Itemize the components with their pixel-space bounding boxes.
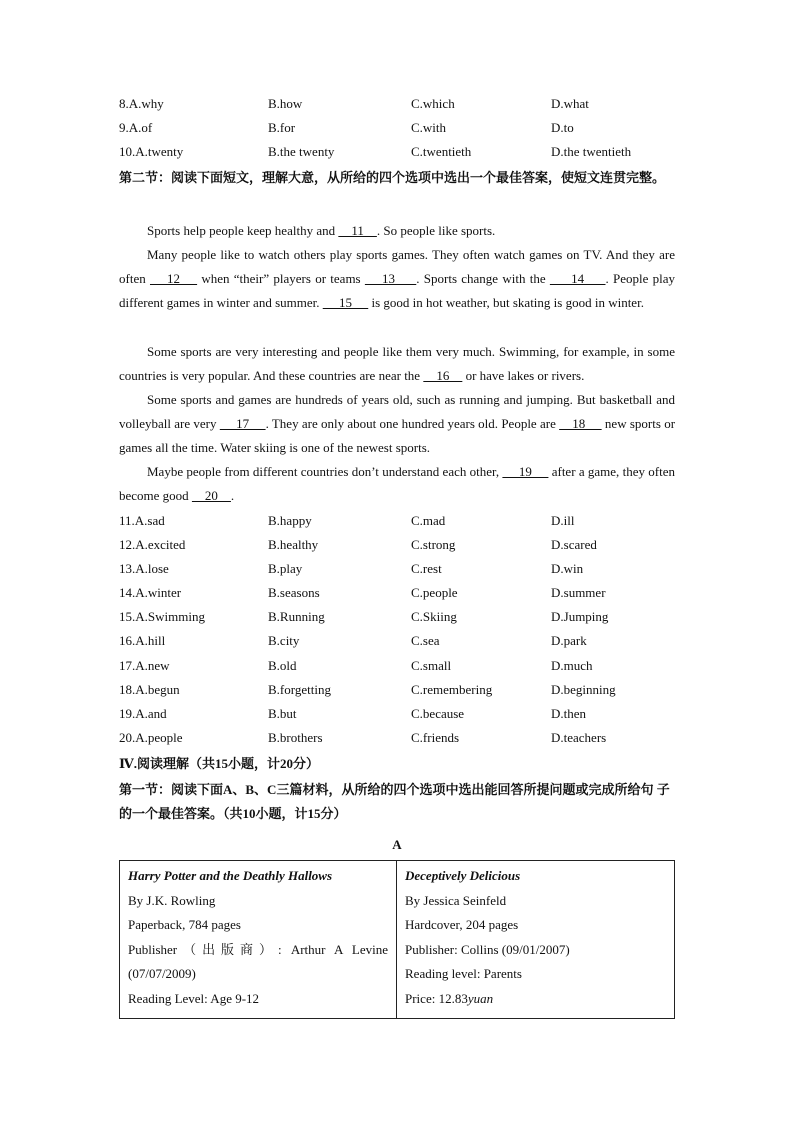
option-b: B.healthy <box>268 537 319 552</box>
passage-paragraph-3: Some sports are very interesting and people like them very much. Swimming, for example, in some countries is very popular. And these countries are near the 16 or have lakes or rivers. <box>119 344 675 383</box>
option-b: B.the twenty <box>268 144 335 159</box>
option-a: 9.A.of <box>119 120 153 135</box>
option-row <box>119 536 675 554</box>
option-d: D.scared <box>551 537 597 552</box>
option-b: B.forgetting <box>268 682 331 697</box>
option-a: 19.A.and <box>119 706 167 721</box>
option-c: C.strong <box>411 537 456 552</box>
blank-19: 19 <box>502 464 549 479</box>
option-d: D.much <box>551 658 593 673</box>
option-row <box>119 512 675 530</box>
passage-paragraph-1: Sports help people keep healthy and 11 . So people like sports. <box>147 223 496 238</box>
book-cell-right <box>397 861 674 1018</box>
option-a: 10.A.twenty <box>119 144 184 159</box>
option-row <box>119 729 675 747</box>
option-b: B.city <box>268 633 300 648</box>
book-title: Deceptively Delicious <box>405 868 521 883</box>
blank-13: 13 <box>364 271 417 286</box>
option-b: B.but <box>268 706 297 721</box>
option-row <box>119 560 675 578</box>
option-c: C.remembering <box>411 682 493 697</box>
book-cell-left <box>120 861 397 1018</box>
option-b: B.Running <box>268 609 325 624</box>
option-d: D.win <box>551 561 584 576</box>
option-c: C.with <box>411 120 447 135</box>
book-info-table <box>119 860 675 1019</box>
option-a: 16.A.hill <box>119 633 166 648</box>
section2-heading: 第二节：阅读下面短文，理解大意，从所给的四个选项中选出一个最佳答案，使短文连贯完整。 <box>119 170 666 185</box>
option-b: B.how <box>268 96 303 111</box>
option-c: C.Skiing <box>411 609 457 624</box>
option-row <box>119 608 675 626</box>
book-publisher: Publisher（出版商）: Arthur A Levine <box>128 941 388 957</box>
option-row <box>119 681 675 699</box>
option-d: D.what <box>551 96 589 111</box>
option-a: 18.A.begun <box>119 682 180 697</box>
passage-paragraph-4: Some sports and games are hundreds of years old, such as running and jumping. But basketball and volleyball are very 17 . They are only about one hundred years old. People are 18 new sports or games all the time. Water skiing is one of the newest sports. <box>119 392 676 455</box>
option-b: B.old <box>268 658 297 673</box>
option-b: B.brothers <box>268 730 323 745</box>
option-b: B.for <box>268 120 296 135</box>
book-publish-date: (07/07/2009) <box>128 966 196 981</box>
option-c: C.mad <box>411 513 446 528</box>
option-b: B.seasons <box>268 585 320 600</box>
blank-11: 11 <box>338 223 377 238</box>
option-row <box>119 632 675 650</box>
blank-18: 18 <box>559 416 602 431</box>
book-author: By Jessica Seinfeld <box>405 892 507 908</box>
book-price: Price: 12.83yuan <box>405 990 494 1006</box>
passage-label: A <box>392 837 402 852</box>
option-row <box>119 657 675 675</box>
option-a: 8.A.why <box>119 96 164 111</box>
option-row <box>119 119 675 137</box>
option-d: D.summer <box>551 585 606 600</box>
option-row <box>119 705 675 723</box>
option-d: D.park <box>551 633 587 648</box>
option-a: 17.A.new <box>119 658 170 673</box>
blank-15: 15 <box>322 295 369 310</box>
blank-14: 14 <box>549 271 606 286</box>
book-format: Hardcover, 204 pages <box>405 917 519 932</box>
blank-20: 20 <box>191 488 231 503</box>
option-b: B.happy <box>268 513 312 528</box>
option-c: C.because <box>411 706 465 721</box>
option-d: D.ill <box>551 513 575 528</box>
option-d: D.Jumping <box>551 609 609 624</box>
option-b: B.play <box>268 561 303 576</box>
book-title: Harry Potter and the Deathly Hallows <box>128 868 333 883</box>
option-c: C.twentieth <box>411 144 472 159</box>
option-d: D.then <box>551 706 587 721</box>
option-a: 14.A.winter <box>119 585 182 600</box>
book-reading-level: Reading level: Parents <box>405 966 522 981</box>
option-d: D.the twentieth <box>551 144 632 159</box>
option-a: 15.A.Swimming <box>119 609 205 624</box>
option-a: 13.A.lose <box>119 561 169 576</box>
option-a: 20.A.people <box>119 730 183 745</box>
part4-title: Ⅳ.阅读理解（共15小题，计20分） <box>119 756 320 771</box>
book-format: Paperback, 784 pages <box>128 917 241 932</box>
option-row <box>119 143 675 161</box>
option-a: 11.A.sad <box>119 513 165 528</box>
option-c: C.sea <box>411 633 440 648</box>
option-c: C.rest <box>411 561 442 576</box>
option-a: 12.A.excited <box>119 537 186 552</box>
option-row <box>119 95 675 113</box>
blank-12: 12 <box>149 271 198 286</box>
passage-paragraph-2: Many people like to watch others play sports games. They often watch games on TV. And they are often 12 when “their” players or teams 13 . Sports change with the 14 . People play different games in winter and summer. 15 is good in hot weather, but skating is good in winter. <box>119 247 676 310</box>
part4-section1-heading: 第一节：阅读下面A、B、C三篇材料，从所给的四个选项中选出能回答所提问题或完成所给句 子的一个最佳答案。（共10小题，计15分） <box>119 782 670 821</box>
option-c: C.small <box>411 658 452 673</box>
option-d: D.to <box>551 120 574 135</box>
book-reading-level: Reading Level: Age 9-12 <box>128 990 260 1006</box>
option-c: C.friends <box>411 730 460 745</box>
option-c: C.which <box>411 96 455 111</box>
book-author: By J.K. Rowling <box>128 892 216 908</box>
option-d: D.beginning <box>551 682 616 697</box>
blank-17: 17 <box>219 416 266 431</box>
option-row <box>119 584 675 602</box>
option-c: C.people <box>411 585 458 600</box>
option-d: D.teachers <box>551 730 607 745</box>
book-publisher: Publisher: Collins (09/01/2007) <box>405 941 570 957</box>
passage-paragraph-5: Maybe people from different countries don’t understand each other, 19 after a game, they often become good 20 . <box>119 464 676 503</box>
blank-16: 16 <box>423 368 463 383</box>
